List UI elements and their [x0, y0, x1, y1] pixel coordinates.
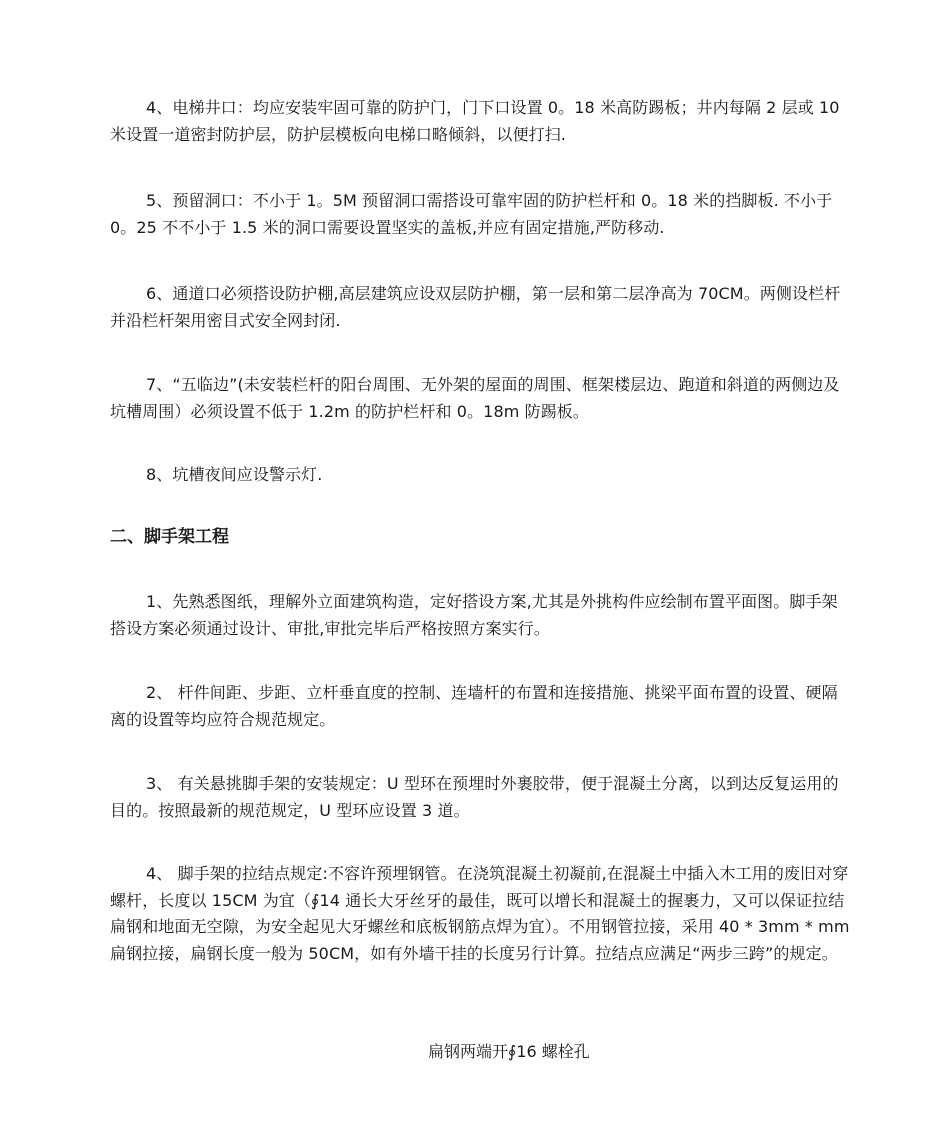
figure-caption: 扁钢两端开∮16 螺栓孔 [428, 1042, 590, 1061]
paragraph-cantilever-installation: 3、 有关悬挑脚手架的安装规定：U 型环在预埋时外裹胶带，便于混凝土分离，以到达反复运用的目的。按照最新的规范规定，U 型环应设置 3 道。 [110, 774, 839, 820]
paragraph-member-spacing: 2、 杆件间距、步距、立杆垂直度的控制、连墙杆的布置和连接措施、挑梁平面布置的设置、硬隔离的设置等均应符合规范规定。 [110, 683, 838, 729]
paragraph-elevator-shaft: 4、电梯井口：均应安装牢固可靠的防护门，门下口设置 0。18 米高防踢板；井内每隔 2 层或 10 米设置一道密封防护层，防护层模板向电梯口略倾斜，以便打扫. [110, 98, 840, 144]
paragraph-passage-entrance: 6、通道口必须搭设防护棚,高层建筑应设双层防护棚，第一层和第二层净高为 70CM。两侧设栏杆并沿栏杆架用密目式安全网封闭. [110, 284, 841, 330]
paragraph-scaffold-plan: 1、先熟悉图纸，理解外立面建筑构造，定好搭设方案,尤其是外挑构件应绘制布置平面图。脚手架搭设方案必须通过设计、审批,审批完毕后严格按照方案实行。 [110, 592, 838, 638]
paragraph-tie-points: 4、 脚手架的拉结点规定:不容许预埋钢管。在浇筑混凝土初凝前,在混凝土中插入木工用的废旧对穿螺杆，长度以 15CM 为宜（∮14 通长大牙丝牙的最佳，既可以增长和混凝土的握裹力，又可以保证拉结扁钢和地面无空隙，为安全起见大牙螺丝和底板钢筋点焊为宜）。不用钢管拉接，采用 40 * 3mm * mm 扁钢拉接，扁钢长度一般为 50CM，如有外墙干挂的长度另行计算。拉结点应满足“两步三跨”的规定。 [110, 864, 850, 963]
section-heading-scaffolding: 二、脚手架工程 [110, 527, 229, 547]
paragraph-five-edges: 7、“五临边”(未安装栏杆的阳台周围、无外架的屋面的周围、框架楼层边、跑道和斜道的两侧边及坑槽周围）必须设置不低于 1.2m 的防护栏杆和 0。18m 防踢板。 [110, 375, 840, 421]
paragraph-reserved-openings: 5、预留洞口：不小于 1。5M 预留洞口需搭设可靠牢固的防护栏杆和 0。18 米的挡脚板. 不小于 0。25 不不小于 1.5 米的洞口需要设置坚实的盖板,并应有固定措施,严防移动. [110, 191, 833, 237]
paragraph-pit-warning-lights: 8、坑槽夜间应设警示灯. [146, 465, 323, 484]
